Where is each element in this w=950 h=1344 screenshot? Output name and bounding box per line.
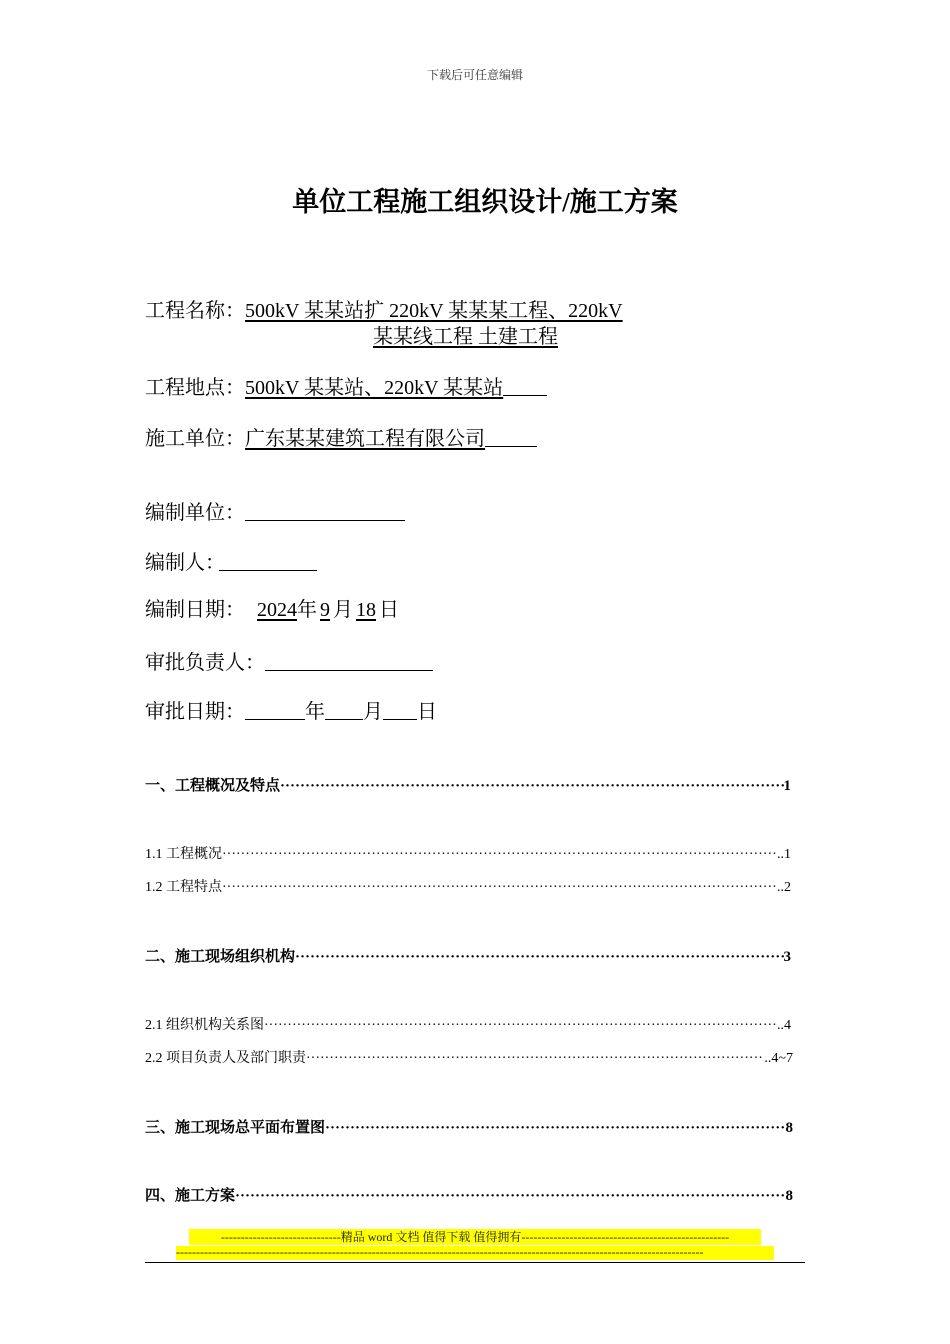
header-note: 下载后可任意编辑 (426, 68, 523, 82)
compiler-unit-label: 编制单位： (145, 502, 245, 524)
contractor-blank (485, 424, 537, 447)
toc-entry-page: ..4 (777, 1018, 791, 1033)
compile-year: 2024 (257, 599, 297, 621)
compile-date-row (145, 597, 399, 623)
toc-entry[interactable] (145, 945, 791, 966)
toc-entry[interactable] (145, 843, 791, 863)
approve-date-label: 审批日期： (145, 701, 245, 723)
toc-entry[interactable] (145, 1184, 793, 1205)
approve-month-blank (325, 697, 363, 720)
toc-leader-dots (264, 1018, 777, 1034)
contractor-row (145, 424, 537, 452)
month-char: 月 (333, 599, 353, 621)
location-label: 工程地点： (145, 377, 245, 399)
toc-entry-label: 2.2 项目负责人及部门职责 (145, 1051, 306, 1066)
approve-year-char: 年 (305, 701, 325, 723)
toc-entry-label: 2.1 组织机构关系图 (145, 1018, 264, 1033)
toc-entry-label: 1.2 工程特点 (145, 880, 222, 895)
compile-day: 18 (356, 599, 376, 621)
footer-banner: ------------------------------精品 word 文档 值得下载 值得拥有---------------------------------------------------- (189, 1229, 761, 1245)
project-name-row (145, 298, 623, 324)
project-name-label: 工程名称： (145, 300, 245, 322)
approve-date-row (145, 697, 437, 725)
location-row (145, 373, 547, 401)
toc-entry[interactable] (145, 1014, 791, 1034)
approver-blank (265, 648, 433, 671)
contractor-value: 广东某某建筑工程有限公司 (245, 428, 485, 450)
toc-entry-page: 8 (785, 1188, 793, 1204)
toc-entry-page: 1 (783, 778, 791, 794)
day-char: 日 (379, 599, 399, 621)
approve-month-char: 月 (363, 701, 383, 723)
toc-entry-page: 3 (783, 949, 791, 965)
toc-leader-dots (222, 880, 777, 896)
toc-entry[interactable] (145, 876, 791, 896)
toc-leader-dots (235, 1188, 785, 1205)
toc-leader-dots (295, 949, 783, 966)
toc-entry[interactable] (145, 1116, 793, 1137)
toc-leader-dots (222, 847, 777, 863)
compiler-unit-row (145, 498, 405, 526)
compiler-blank (219, 548, 317, 571)
contractor-label: 施工单位： (145, 428, 245, 450)
toc-leader-dots (280, 778, 783, 795)
project-name-line2-row (373, 324, 558, 350)
compiler-row (145, 548, 317, 576)
toc-entry[interactable] (145, 1047, 793, 1067)
location-value: 500kV 某某站、220kV 某某站 (245, 377, 504, 399)
compile-month: 9 (320, 599, 330, 621)
toc-entry[interactable] (145, 774, 791, 795)
approve-day-char: 日 (417, 701, 437, 723)
approver-row (145, 648, 433, 676)
document-title: 单位工程施工组织设计/施工方案 (292, 187, 678, 217)
toc-entry-page: ..1 (777, 847, 791, 862)
footer-rule (145, 1262, 805, 1263)
toc-entry-label: 二、施工现场组织机构 (145, 949, 296, 965)
approver-label: 审批负责人： (145, 652, 265, 674)
footer-dash-line: ------------------------------------------------------------------------------------------------------------------------------------ (176, 1246, 774, 1260)
project-name-value-line1: 500kV 某某站扩 220kV 某某某工程、220kV (245, 300, 623, 322)
compiler-unit-blank (245, 498, 405, 521)
toc-entry-label: 四、施工方案 (145, 1188, 236, 1204)
toc-entry-label: 三、施工现场总平面布置图 (145, 1120, 326, 1136)
toc-leader-dots (325, 1120, 785, 1137)
toc-entry-page: ..2 (777, 880, 791, 895)
project-name-value-line2: 某某线工程 土建工程 (373, 326, 558, 348)
toc-entry-page: 8 (785, 1120, 793, 1136)
approve-day-blank (383, 697, 417, 720)
toc-entry-label: 一、工程概况及特点 (145, 778, 281, 794)
location-blank (503, 373, 547, 396)
compile-date-label: 编制日期： (145, 599, 245, 621)
compiler-label: 编制人： (145, 552, 225, 574)
year-char: 年 (297, 599, 317, 621)
toc-entry-page: ..4~7 (764, 1051, 793, 1066)
approve-year-blank (245, 697, 305, 720)
toc-leader-dots (306, 1051, 764, 1067)
toc-entry-label: 1.1 工程概况 (145, 847, 222, 862)
